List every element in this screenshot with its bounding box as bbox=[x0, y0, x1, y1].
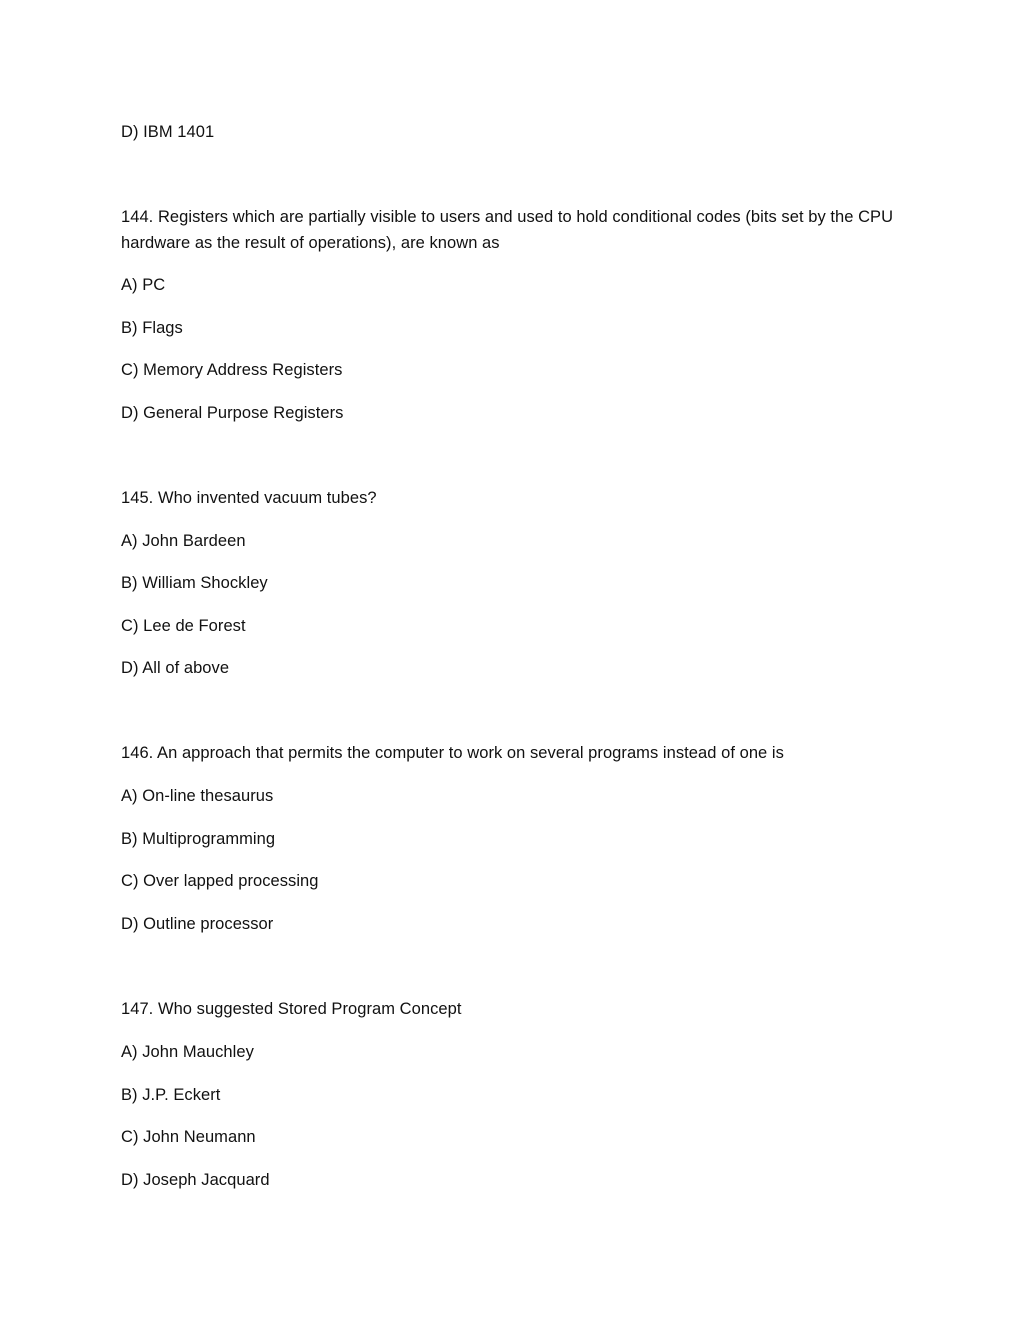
question-145-option-b: B) William Shockley bbox=[121, 574, 268, 592]
question-147-option-b: B) J.P. Eckert bbox=[121, 1086, 221, 1104]
question-145-option-c: C) Lee de Forest bbox=[121, 617, 246, 635]
question-145-option-a: A) John Bardeen bbox=[121, 532, 246, 550]
question-146-text: 146. An approach that permits the computer to work on several programs instead of one is bbox=[121, 744, 784, 762]
question-147-option-c: C) John Neumann bbox=[121, 1128, 256, 1146]
question-144-option-c: C) Memory Address Registers bbox=[121, 361, 343, 379]
question-144-option-d: D) General Purpose Registers bbox=[121, 404, 344, 422]
carryover-option: D) IBM 1401 bbox=[121, 123, 215, 141]
question-144-text: 144. Registers which are partially visible to users and used to hold conditional codes (bits set by the CPU hardware as the result of operations), are known as bbox=[121, 208, 894, 252]
question-146-option-c: C) Over lapped processing bbox=[121, 872, 319, 890]
question-147-text: 147. Who suggested Stored Program Concept bbox=[121, 1000, 462, 1018]
question-147-option-d: D) Joseph Jacquard bbox=[121, 1171, 270, 1189]
question-147-option-a: A) John Mauchley bbox=[121, 1043, 254, 1061]
question-144-option-b: B) Flags bbox=[121, 319, 183, 337]
question-145-option-d: D) All of above bbox=[121, 659, 230, 677]
question-146-option-a: A) On-line thesaurus bbox=[121, 787, 274, 805]
question-144-option-a: A) PC bbox=[121, 276, 166, 294]
question-146-option-b: B) Multiprogramming bbox=[121, 830, 276, 848]
question-146-option-d: D) Outline processor bbox=[121, 915, 274, 933]
question-145-text: 145. Who invented vacuum tubes? bbox=[121, 489, 377, 507]
